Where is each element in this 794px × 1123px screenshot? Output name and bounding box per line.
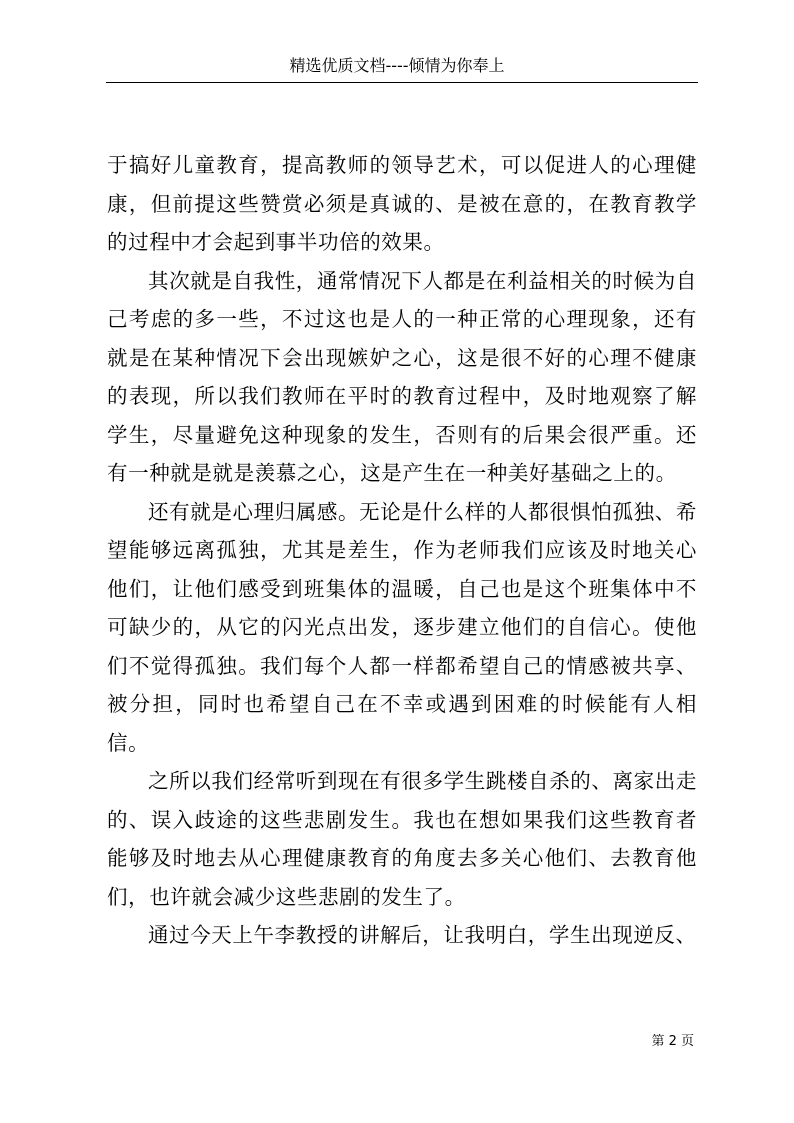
paragraph: 其次就是自我性，通常情况下人都是在利益相关的时候为自己考虑的多一些，不过这也是人的一种正常的心理现象，还有就是在某种情况下会出现嫉妒之心，这是很不好的心理不健康的表现，所以我们教师在平时的教育过程中，及时地观察了解学生，尽量避免这种现象的发生，否则有的后果会很严重。还有一种就是就是羡慕之心，这是产生在一种美好基础之上的。 xyxy=(107,268,697,485)
document-body xyxy=(107,146,697,955)
paragraph-continuation: 于搞好儿童教育，提高教师的领导艺术，可以促进人的心理健康，但前提这些赞赏必须是真诚的、是被在意的，在教育教学的过程中才会起到事半功倍的效果。 xyxy=(107,153,697,254)
page-header-title: 精选优质文档----倾情为你奉上 xyxy=(289,56,505,75)
paragraph: 通过今天上午李教授的讲解后，让我明白，学生出现逆反、 xyxy=(148,923,697,947)
page-number: 第 2 页 xyxy=(651,1034,694,1049)
paragraph: 之所以我们经常听到现在有很多学生跳楼自杀的、离家出走的、误入歧途的这些悲剧发生。我也在想如果我们这些教育者能够及时地去从心理健康教育的角度去多关心他们、去教育他们，也许就会减少这些悲剧的发生了。 xyxy=(107,769,697,909)
header-divider xyxy=(106,82,698,83)
paragraph: 还有就是心理归属感。无论是什么样的人都很惧怕孤独、希望能够远离孤独，尤其是差生，作为老师我们应该及时地关心他们，让他们感受到班集体的温暖，自己也是这个班集体中不可缺少的，从它的闪光点出发，逐步建立他们的自信心。使他们不觉得孤独。我们每个人都一样都希望自己的情感被共享、被分担，同时也希望自己在不幸或遇到困难的时候能有人相信。 xyxy=(107,499,697,755)
